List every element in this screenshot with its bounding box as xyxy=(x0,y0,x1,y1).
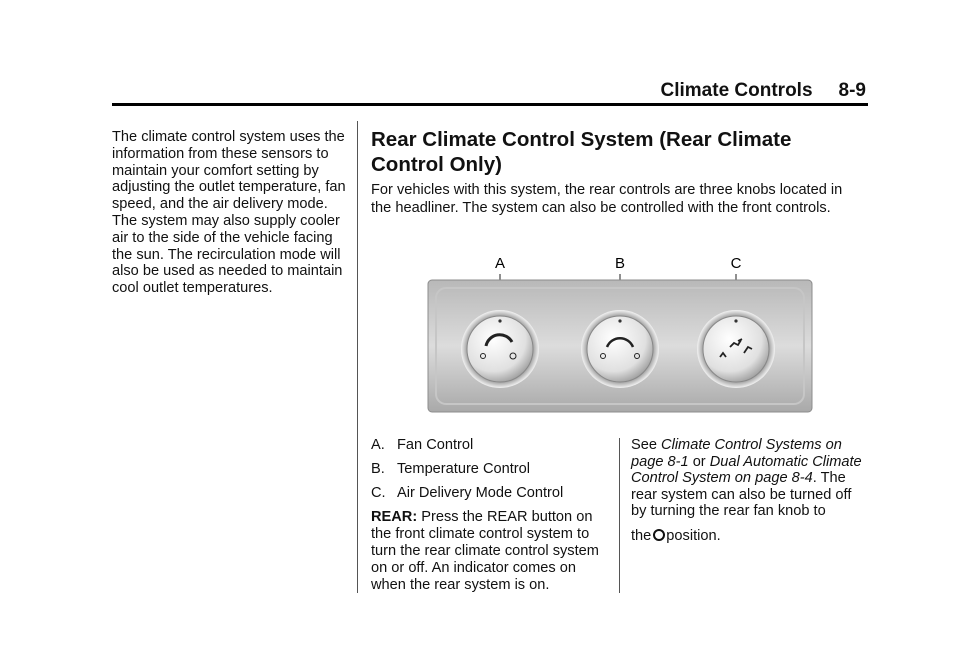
right-column xyxy=(631,437,865,545)
see-word: See xyxy=(631,437,657,453)
column-divider-lower xyxy=(619,438,620,593)
running-header xyxy=(661,80,867,102)
off-position-icon xyxy=(653,529,665,541)
legend-item xyxy=(371,485,611,502)
legend-text: Fan Control xyxy=(397,437,474,453)
legend-item xyxy=(371,437,611,454)
right-paragraph xyxy=(631,437,865,520)
rear-climate-control-figure xyxy=(400,254,840,424)
legend-key: B. xyxy=(371,461,385,477)
reference-link-1: Climate Control Systems on page 8-1 xyxy=(631,437,842,470)
legend-key: A. xyxy=(371,437,385,453)
callout-a: A xyxy=(494,255,506,272)
reference-link-2: Dual Automatic Climate Control System on page 8-4 xyxy=(631,453,862,487)
legend-text: Air Delivery Mode Control xyxy=(397,485,564,501)
right-tail: . The rear system can also be turned off by turning the rear fan knob to xyxy=(631,470,852,520)
left-column xyxy=(112,129,348,297)
air-delivery-mode-knob[interactable] xyxy=(697,310,775,388)
section-heading: Rear Climate Control System (Rear Climate Control Only) xyxy=(371,128,792,176)
page-number: 8-9 xyxy=(838,80,866,101)
fan-knob[interactable] xyxy=(461,310,539,388)
rear-note xyxy=(371,509,611,594)
legend-text: Temperature Control xyxy=(397,461,531,477)
column-divider xyxy=(357,121,358,593)
intro-paragraph: For vehicles with this system, the rear controls are three knobs located in the headliner. The system can also be controlled with the front controls. xyxy=(371,182,843,216)
left-paragraph: The climate control system uses the information from these sensors to maintain your comfort setting by adjusting the outlet temperature, fan speed, and the air delivery mode. The system may also supply cooler air to the side of the vehicle facing the sun. The recirculation mode will also be used as needed to maintain cool outlet temperatures. xyxy=(112,129,346,297)
callout-c: C xyxy=(730,255,742,272)
section-title: Climate Controls xyxy=(660,80,813,101)
legend-list xyxy=(371,437,611,594)
legend-item xyxy=(371,461,611,478)
header-rule xyxy=(112,103,868,106)
callout-b: B xyxy=(614,255,626,272)
the-word: the xyxy=(631,527,652,544)
rear-label: REAR: xyxy=(371,509,418,525)
position-word: position. xyxy=(666,527,721,544)
temperature-knob[interactable] xyxy=(581,310,659,388)
legend-key: C. xyxy=(371,485,386,501)
rear-text: Press the REAR button on the front climate control system to turn the rear climate control system on or off. An indicator comes on when the rear system is on. xyxy=(371,509,599,593)
off-position-line xyxy=(631,528,865,545)
or-word: or xyxy=(692,453,706,470)
